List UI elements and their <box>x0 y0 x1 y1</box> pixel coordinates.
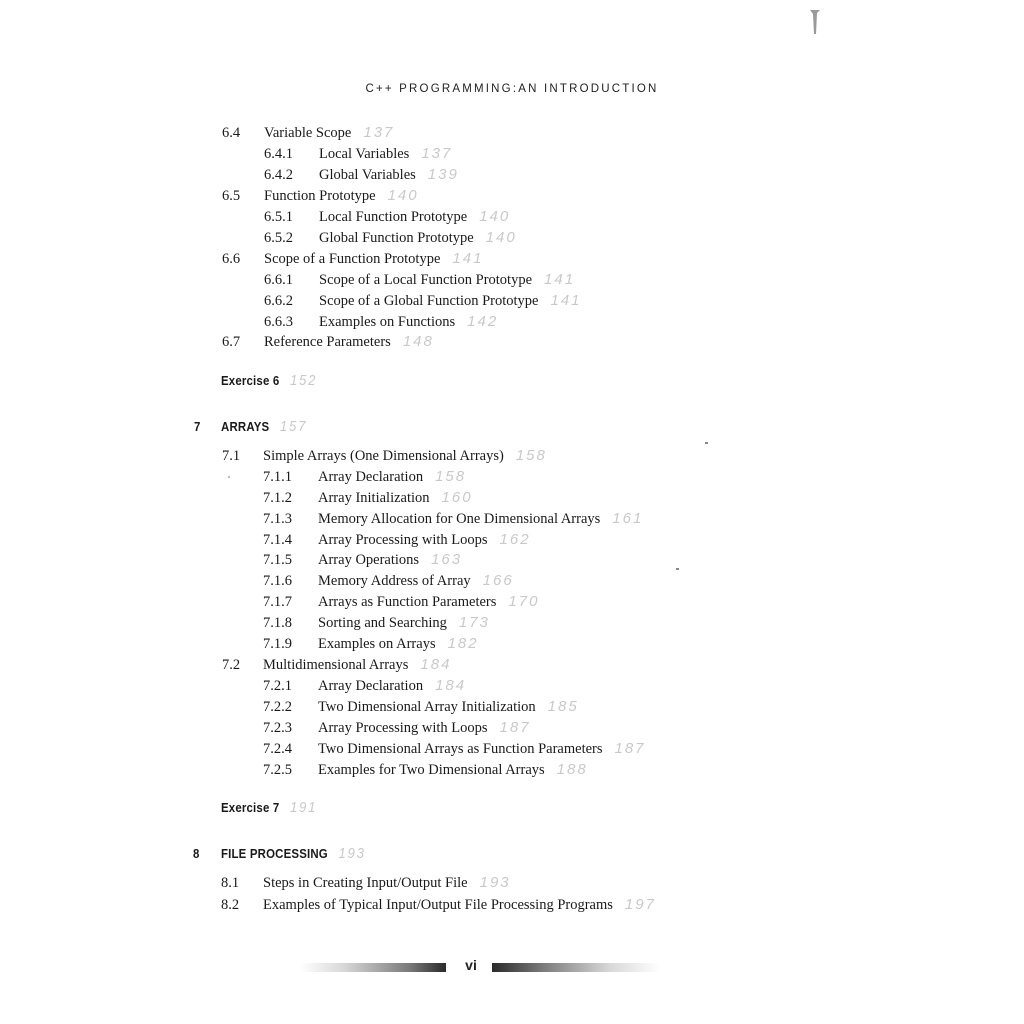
chapter-number: 8 <box>193 846 200 861</box>
page-number: 160 <box>441 489 473 506</box>
footer-page-number: vi <box>465 957 477 973</box>
toc-entry-exercise-7[interactable] <box>221 799 330 817</box>
section-title: Examples of Typical Input/Output File Processing Programs <box>263 897 613 913</box>
page-number: 163 <box>431 551 463 568</box>
section-number: 7.1.5 <box>263 552 292 568</box>
section-title: Arrays as Function Parameters <box>318 594 497 610</box>
section-number: 7.1.4 <box>263 532 292 548</box>
section-number: 6.5.2 <box>264 230 293 246</box>
page-number: 158 <box>515 447 547 464</box>
section-title: Scope of a Function Prototype <box>264 251 441 267</box>
page-number: 148 <box>402 333 434 350</box>
page-number: 139 <box>427 166 459 183</box>
chapter-number: 7 <box>194 419 201 434</box>
page-number: 197 <box>624 896 656 913</box>
section-title: Two Dimensional Arrays as Function Parameters <box>318 741 603 757</box>
page-number: 142 <box>467 313 499 330</box>
section-number: 6.4.2 <box>264 167 293 183</box>
section-number: 6.5 <box>222 188 241 204</box>
section-title: Examples for Two Dimensional Arrays <box>318 762 545 778</box>
chapter-title: FILE PROCESSING <box>221 846 328 861</box>
section-number: 7.1.1 <box>263 469 292 485</box>
section-title: Array Declaration <box>318 469 424 485</box>
page-number: 161 <box>612 510 644 527</box>
page-number: 137 <box>421 145 453 162</box>
page-number: 184 <box>420 656 452 673</box>
page-number: 193 <box>479 874 511 891</box>
page-number: 187 <box>614 740 646 757</box>
page-number: 170 <box>508 593 540 610</box>
page-number: 187 <box>499 719 531 736</box>
section-title: Variable Scope <box>264 125 352 141</box>
section-title: Array Initialization <box>318 490 430 506</box>
section-number: 6.4 <box>222 125 241 141</box>
section-number: 6.6.1 <box>264 272 293 288</box>
section-title: Memory Address of Array <box>318 573 471 589</box>
scan-speck <box>705 442 708 444</box>
page-number: 158 <box>435 468 467 485</box>
page-number: 140 <box>387 187 419 204</box>
page-number: 140 <box>485 229 517 246</box>
page-number: 152 <box>289 372 318 389</box>
scan-speck <box>228 476 230 478</box>
section-number: 7.1.6 <box>263 573 292 589</box>
section-title: Array Processing with Loops <box>318 720 488 736</box>
page-number: 141 <box>550 292 582 309</box>
section-title: Scope of a Global Function Prototype <box>319 293 539 309</box>
section-number: 6.7 <box>222 334 241 350</box>
page-number: 191 <box>289 799 318 816</box>
section-number: 7.2.4 <box>263 741 292 757</box>
page-number: 157 <box>279 418 308 435</box>
section-title: Local Variables <box>319 146 410 162</box>
section-number: 7.1.9 <box>263 636 292 652</box>
section-title: Sorting and Searching <box>318 615 447 631</box>
section-title: Global Variables <box>319 167 416 183</box>
toc-entry-exercise-6[interactable] <box>221 372 330 390</box>
section-number: 6.6.2 <box>264 293 293 309</box>
section-number: 7.1 <box>222 448 241 464</box>
section-number: 7.1.2 <box>263 490 292 506</box>
section-title: Array Processing with Loops <box>318 532 488 548</box>
chapter-title: ARRAYS <box>221 419 270 434</box>
page-number: 141 <box>544 271 576 288</box>
section-number: 7.1.7 <box>263 594 292 610</box>
section-title: Exercise 6 <box>221 373 280 388</box>
section-number: 7.2.3 <box>263 720 292 736</box>
page-number: 193 <box>338 845 366 862</box>
scan-speck <box>676 568 679 570</box>
page-number: 182 <box>447 635 479 652</box>
section-title: Scope of a Local Function Prototype <box>319 272 533 288</box>
section-number: 8.1 <box>221 875 240 891</box>
page-number: 188 <box>556 761 588 778</box>
section-title: Examples on Arrays <box>318 636 436 652</box>
section-number: 6.4.1 <box>264 146 293 162</box>
section-title: Array Operations <box>318 552 420 568</box>
footer-rule-right <box>492 963 660 972</box>
page-number: 173 <box>458 614 490 631</box>
page-number: 137 <box>363 124 395 141</box>
page-number: 141 <box>452 250 484 267</box>
section-number: 7.2.2 <box>263 699 292 715</box>
section-title: Exercise 7 <box>221 800 280 815</box>
section-title: Examples on Functions <box>319 314 456 330</box>
section-title: Local Function Prototype <box>319 209 468 225</box>
footer-rule-left <box>300 963 446 972</box>
section-number: 6.5.1 <box>264 209 293 225</box>
section-title: Two Dimensional Array Initialization <box>318 699 536 715</box>
section-number: 6.6.3 <box>264 314 293 330</box>
section-title: Multidimensional Arrays <box>263 657 409 673</box>
running-head: C++ PROGRAMMING:AN INTRODUCTION <box>365 83 659 95</box>
section-number: 8.2 <box>221 897 240 913</box>
section-number: 7.1.3 <box>263 511 292 527</box>
page-number: 184 <box>435 677 467 694</box>
section-title: Reference Parameters <box>264 334 391 350</box>
section-number: 7.1.8 <box>263 615 292 631</box>
page-number: 166 <box>482 572 514 589</box>
section-title: Steps in Creating Input/Output File <box>263 875 468 891</box>
section-title: Function Prototype <box>264 188 376 204</box>
section-number: 6.6 <box>222 251 241 267</box>
section-number: 7.2.1 <box>263 678 292 694</box>
section-number: 7.2 <box>222 657 241 673</box>
section-title: Array Declaration <box>318 678 424 694</box>
page-number: 185 <box>547 698 579 715</box>
section-number: 7.2.5 <box>263 762 292 778</box>
scan-corner-mark <box>808 8 822 36</box>
section-title: Simple Arrays (One Dimensional Arrays) <box>263 448 504 464</box>
page-number: 140 <box>479 208 511 225</box>
section-title: Global Function Prototype <box>319 230 474 246</box>
section-title: Memory Allocation for One Dimensional Arrays <box>318 511 601 527</box>
page-number: 162 <box>499 531 531 548</box>
